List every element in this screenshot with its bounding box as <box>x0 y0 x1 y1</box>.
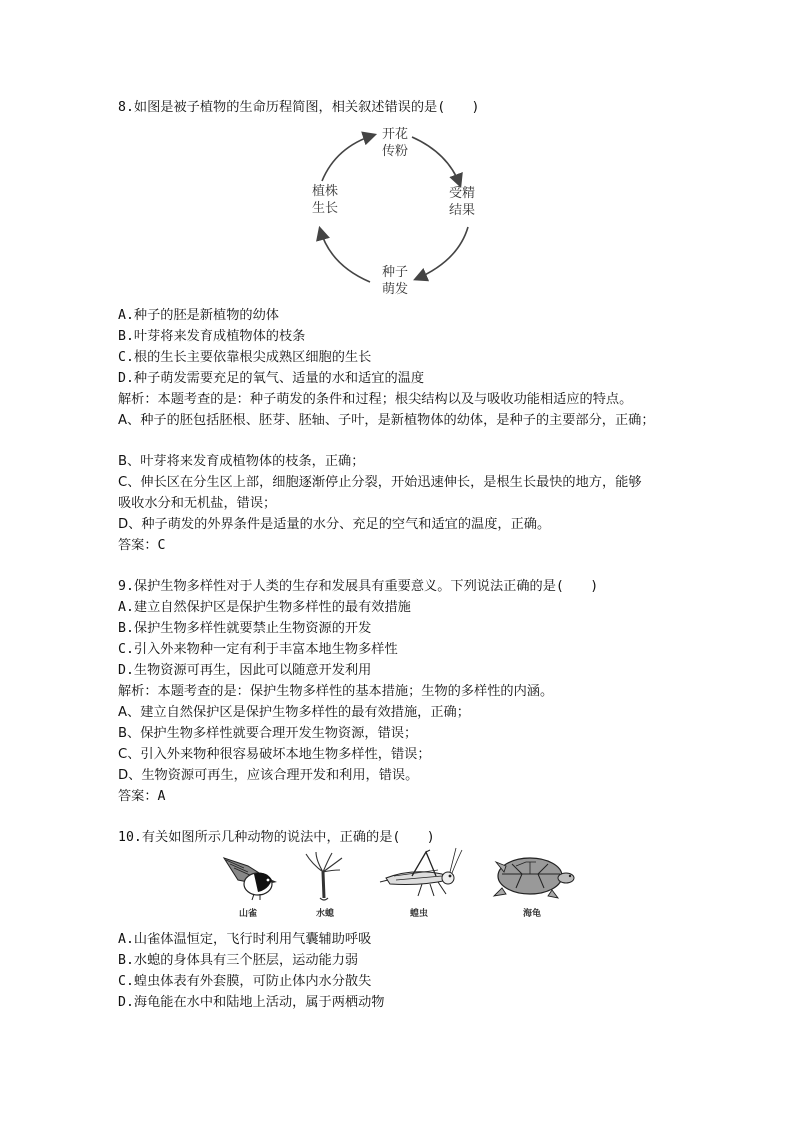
cycle-label-top: 开花 传粉 <box>381 127 408 159</box>
q10-stem: 10.有关如图所示几种动物的说法中，正确的是( ) <box>118 830 435 845</box>
arrow-bottom-to-left <box>320 229 370 282</box>
q8-analysis-d: D、种子萌发的外界条件是适量的水分、充足的空气和适宜的温度，正确。 <box>118 517 551 532</box>
arrow-right-to-bottom <box>416 227 468 279</box>
q8-answer: 答案：C <box>118 538 166 553</box>
q9-analysis-c: C、引入外来物种很容易破坏本地生物多样性，错误； <box>118 747 431 762</box>
arrow-top-to-right <box>412 137 460 185</box>
q8-option-b: B.叶芽将来发育成植物体的枝条 <box>118 329 306 344</box>
q9-stem: 9.保护生物多样性对于人类的生存和发展具有重要意义。下列说法正确的是( ) <box>118 579 599 594</box>
q8-option-a: A.种子的胚是新植物的幼体 <box>118 308 279 323</box>
animal-label-bird: 山雀 <box>238 909 257 919</box>
arrow-left-to-top <box>322 135 374 181</box>
turtle-illustration <box>486 848 578 902</box>
q9-answer: 答案：A <box>118 789 166 804</box>
q8-analysis-c: C、伸长区在分生区上部，细胞逐渐停止分裂，开始迅速伸长，是根生长最快的地方，能够 <box>118 475 642 490</box>
q8-analysis-c-cont: 吸收水分和无机盐，错误； <box>118 496 277 511</box>
q8-analysis-intro: 解析：本题考查的是：种子萌发的条件和过程；根尖结构以及与吸收功能相适应的特点。 <box>118 392 633 407</box>
q10-option-b: B.水螅的身体具有三个胚层，运动能力弱 <box>118 953 359 968</box>
q9-option-d: D.生物资源可再生，因此可以随意开发利用 <box>118 663 372 678</box>
q8-analysis-b: B、叶芽将来发育成植物体的枝条，正确； <box>118 454 365 469</box>
bird-illustration <box>218 850 278 902</box>
q10-option-a: A.山雀体温恒定，飞行时利用气囊辅助呼吸 <box>118 932 372 947</box>
q9-option-b: B.保护生物多样性就要禁止生物资源的开发 <box>118 621 372 636</box>
q9-option-a: A.建立自然保护区是保护生物多样性的最有效措施 <box>118 600 411 615</box>
hydra-illustration <box>302 850 346 902</box>
q9-option-c: C.引入外来物种一定有利于丰富本地生物多样性 <box>118 642 398 657</box>
animal-label-turtle: 海龟 <box>522 909 541 919</box>
q10-option-d: D.海龟能在水中和陆地上活动，属于两栖动物 <box>118 995 385 1010</box>
q9-analysis-b: B、保护生物多样性就要合理开发生物资源，错误； <box>118 726 418 741</box>
q8-option-d: D.种子萌发需要充足的氧气、适量的水和适宜的温度 <box>118 371 425 386</box>
q8-stem: 8.如图是被子植物的生命历程简图，相关叙述错误的是( ) <box>118 100 480 115</box>
q8-analysis-a: A、种子的胚包括胚根、胚芽、胚轴、子叶，是新植物体的幼体，是种子的主要部分，正确； <box>118 413 655 428</box>
q9-analysis-d: D、生物资源可再生，应该合理开发和利用，错误。 <box>118 768 419 783</box>
cycle-label-left: 植株 生长 <box>311 184 338 216</box>
cycle-label-bottom: 种子 萌发 <box>381 265 408 297</box>
animal-label-hydra: 水螅 <box>315 909 334 919</box>
q9-analysis-intro: 解析：本题考查的是：保护生物多样性的基本措施；生物的多样性的内涵。 <box>118 684 554 699</box>
cycle-label-right: 受精 结果 <box>448 186 475 218</box>
animal-label-grasshopper: 蝗虫 <box>409 909 428 919</box>
grasshopper-illustration <box>372 846 464 902</box>
q10-option-c: C.蝗虫体表有外套膜，可防止体内水分散失 <box>118 974 372 989</box>
q9-analysis-a: A、建立自然保护区是保护生物多样性的最有效措施，正确； <box>118 705 470 720</box>
q8-option-c: C.根的生长主要依靠根尖成熟区细胞的生长 <box>118 350 372 365</box>
